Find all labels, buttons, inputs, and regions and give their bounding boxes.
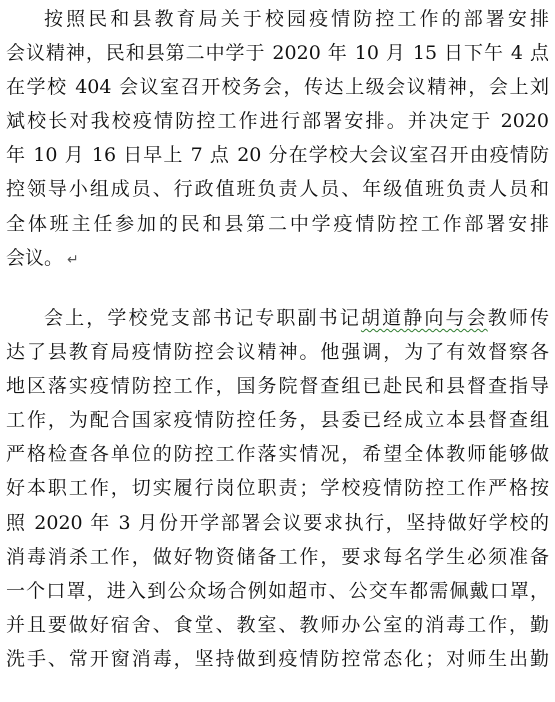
text-line: 并且要做好宿舍、食堂、教室、教师办公室的消毒工作，勤 [6, 614, 549, 636]
paragraph-mark-icon: ↵ [67, 252, 79, 268]
text-line: 好本职工作，切实履行岗位职责；学校疫情防控工作严格按 [6, 477, 549, 499]
text-line: 洗手、常开窗消毒，坚持做到疫情防控常态化；对师生出勤 [6, 648, 549, 670]
text-line: 一个口罩，进入到公众场合例如超市、公交车都需佩戴口罩， [6, 580, 549, 602]
text-line: 照 2020 年 3 月份开学部署会议要求执行，坚持做好学校的 [6, 512, 549, 534]
text-line: 控领导小组成员、行政值班负责人员、年级值班负责人员和 [6, 178, 549, 200]
text-line-content: 会议。 [6, 247, 64, 269]
text-line: 消毒消杀工作，做好物资储备工作，要求每名学生必须准备 [6, 546, 549, 568]
text-line: 地区落实疫情防控工作，国务院督查组已赴民和县督查指导 [6, 375, 549, 397]
text-line: 工作，为配合国家疫情防控任务，县委已经成立本县督查组 [6, 409, 549, 431]
text-line: 斌校长对我校疫情防控工作进行部署安排。并决定于 2020 [6, 110, 549, 132]
text-line: 严格检查各单位的防控工作落实情况，希望全体教师能够做 [6, 443, 549, 465]
text-line: 在学校 404 会议室召开校务会，传达上级会议精神，会上刘 [6, 76, 549, 98]
text-segment: 会上，学校党支部书记专职副书记 [44, 307, 361, 329]
text-line: 会议精神，民和县第二中学于 2020 年 10 月 15 日下午 4 点 [6, 42, 549, 64]
text-line: 按照民和县教育局关于校园疫情防控工作的部署安排 [44, 8, 549, 30]
text-line: 年 10 月 16 日早上 7 点 20 分在学校大会议室召开由疫情防 [6, 144, 549, 166]
text-line-last [6, 241, 549, 275]
text-line: 全体班主任参加的民和县第二中学疫情防控工作部署安排 [6, 213, 549, 235]
text-segment: 教师传 [487, 307, 549, 329]
grammar-underlined-text: 胡道静向与会 [360, 307, 488, 329]
text-line [44, 301, 549, 335]
text-line: 达了县教育局疫情防控会议精神。他强调，为了有效督察各 [6, 341, 549, 363]
